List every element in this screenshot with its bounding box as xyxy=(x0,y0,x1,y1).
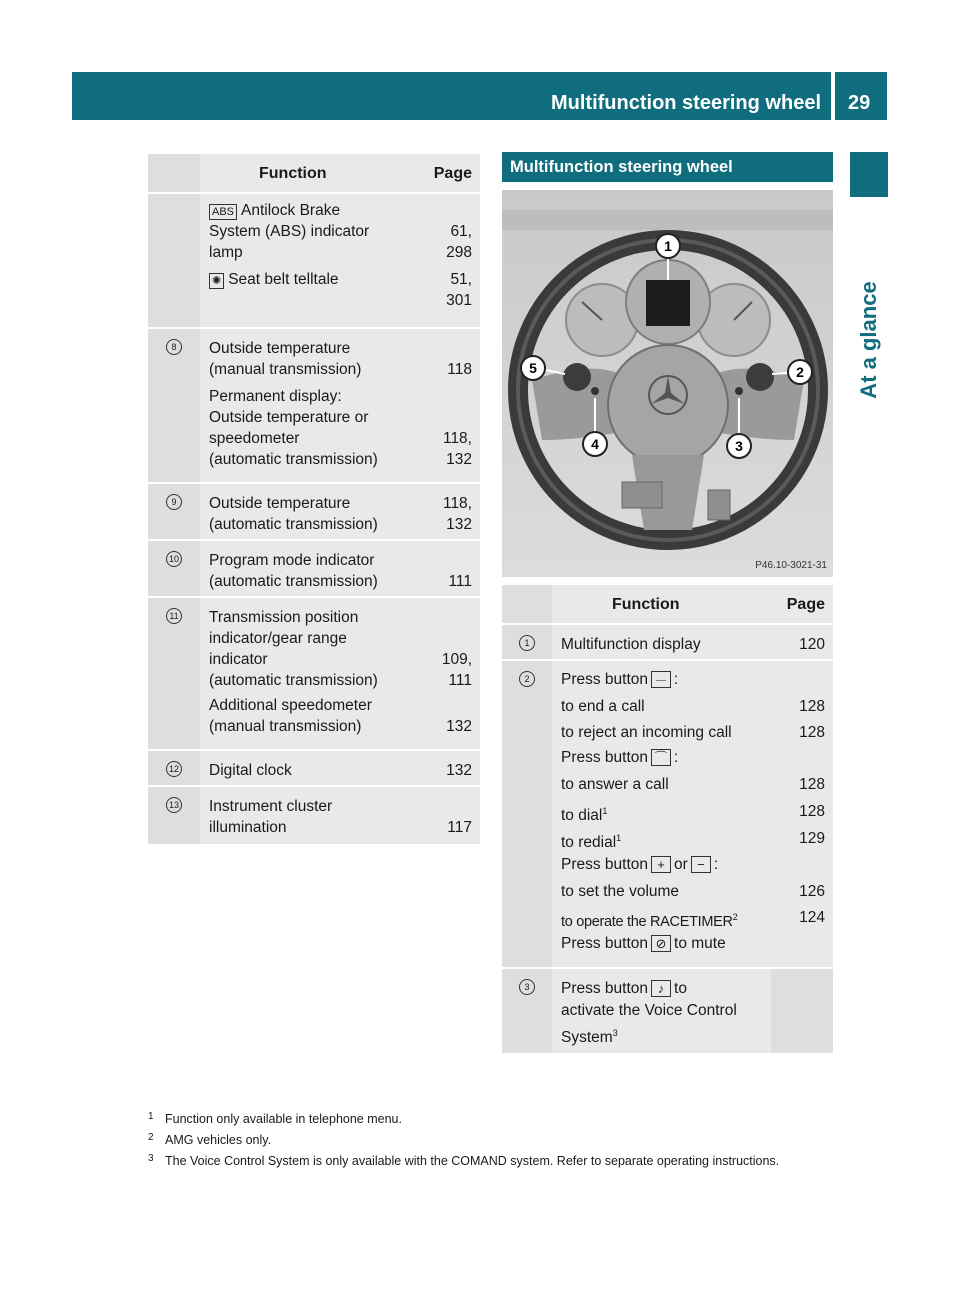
table-cell-function xyxy=(200,482,414,539)
table-cell-page xyxy=(771,933,833,967)
row-number xyxy=(502,623,552,659)
cell-page: 132 xyxy=(446,762,472,779)
table-cell-page xyxy=(771,881,833,907)
header-bar xyxy=(72,72,887,120)
answer-call-button-icon: ⌒ xyxy=(651,749,671,766)
callout-2-text: 2 xyxy=(796,364,804,380)
cell-page: 128 xyxy=(799,698,825,715)
table-cell-page xyxy=(771,907,833,933)
footnote-ref: 1 xyxy=(616,833,622,843)
table-cell-function xyxy=(552,907,771,933)
cell-line: Outside temperature xyxy=(209,495,351,512)
table-cell-page xyxy=(414,482,480,539)
table-header-function: Function xyxy=(552,585,771,623)
cell-line: (automatic transmission) xyxy=(209,672,378,689)
callout-3-icon: 3 xyxy=(519,979,535,995)
table-cell-function xyxy=(200,749,414,785)
cell-line: Multifunction display xyxy=(561,636,701,653)
callout-10-icon: 10 xyxy=(166,551,182,567)
cell-line: (manual transmission) xyxy=(209,361,362,378)
table-cell-page xyxy=(414,263,480,327)
footnote-number: 1 xyxy=(148,1111,154,1122)
cell-mid: or xyxy=(674,856,688,873)
table-cell-page xyxy=(771,722,833,747)
cell-line: Outside temperature or xyxy=(209,409,369,426)
callout-5-text: 5 xyxy=(529,360,537,376)
footnote-text: The Voice Control System is only available with the COMAND system. Refer to separate operating instructions. xyxy=(165,1154,780,1168)
cell-line: Antilock Brake xyxy=(241,202,341,219)
cell-suffix: : xyxy=(713,856,719,873)
callout-1-badge xyxy=(656,234,680,258)
cell-line: Permanent display: xyxy=(209,388,342,405)
figure-code: P46.10-3021-31 xyxy=(755,560,827,571)
cell-line: System xyxy=(561,1028,613,1046)
callout-12-icon: 12 xyxy=(166,761,182,777)
row-number xyxy=(502,659,552,967)
row-number xyxy=(148,327,200,482)
table-cell-page xyxy=(771,623,833,659)
callout-11-icon: 11 xyxy=(166,608,182,624)
volume-down-button-icon: − xyxy=(691,856,711,873)
table-cell-page xyxy=(771,854,833,881)
callout-5-badge xyxy=(521,356,545,380)
callout-2-badge xyxy=(788,360,812,384)
cell-line: to reject an incoming call xyxy=(561,724,732,741)
header-title: Multifunction steering wheel xyxy=(550,92,821,114)
section-heading xyxy=(502,152,833,182)
table-cell-function xyxy=(552,659,771,693)
table-header-page: Page xyxy=(414,154,480,192)
footnote-text: Function only available in telephone menu. xyxy=(165,1112,402,1126)
cell-line: illumination xyxy=(209,819,287,836)
cell-line: Press button xyxy=(561,856,649,873)
cell-page: 128 xyxy=(799,803,825,820)
cell-page: 118, xyxy=(442,495,472,512)
cell-suffix: : xyxy=(674,671,679,688)
cell-page: 132 xyxy=(446,451,472,468)
abs-icon: ABS xyxy=(209,204,237,220)
table-cell-function xyxy=(552,693,771,722)
cell-suffix: : xyxy=(674,749,679,766)
cell-line: (automatic transmission) xyxy=(209,451,378,468)
callout-9-icon: 9 xyxy=(166,494,182,510)
cell-line: (automatic transmission) xyxy=(209,516,378,533)
cell-page: 128 xyxy=(799,776,825,793)
callout-1-icon: 1 xyxy=(519,635,535,651)
table-cell-page xyxy=(771,828,833,854)
table-cell-function xyxy=(552,933,771,967)
section-title: Multifunction steering wheel xyxy=(510,158,733,176)
footnote-ref: 1 xyxy=(602,806,608,816)
footnote-item xyxy=(148,1153,805,1170)
volume-up-button-icon: + xyxy=(651,856,671,873)
seatbelt-icon: ✺ xyxy=(209,273,224,289)
cell-page: 129 xyxy=(799,830,825,847)
cell-line: Program mode indicator xyxy=(209,552,375,569)
footnote-number: 2 xyxy=(148,1132,154,1143)
table-cell-function xyxy=(552,967,771,1053)
footnote-item xyxy=(148,1111,805,1128)
cell-line: to operate the RACETIMER xyxy=(561,913,733,930)
table-header-page: Page xyxy=(771,585,833,623)
cell-line: Seat belt telltale xyxy=(228,271,339,288)
callout-8-icon: 8 xyxy=(166,339,182,355)
table-cell-function xyxy=(200,263,414,327)
cell-page: 51, xyxy=(450,271,472,288)
cell-line: speedometer xyxy=(209,430,300,447)
table-cell-function xyxy=(552,854,771,881)
cell-page: 132 xyxy=(446,718,472,735)
cell-line: to set the volume xyxy=(561,883,680,900)
callout-4-badge xyxy=(583,432,607,456)
footnote-ref: 3 xyxy=(612,1027,618,1038)
cell-line: to xyxy=(674,979,687,997)
cell-page: 118, xyxy=(442,430,472,447)
cell-line: System (ABS) indicator xyxy=(209,223,370,240)
table-cell-page xyxy=(771,801,833,828)
table-cell-function xyxy=(552,623,771,659)
cell-line: Digital clock xyxy=(209,762,292,779)
cell-page: 124 xyxy=(799,909,825,926)
cell-line: Outside temperature xyxy=(209,340,351,357)
footnote-text: AMG vehicles only. xyxy=(165,1133,272,1147)
row-number xyxy=(148,749,200,785)
side-tab-label: At a glance xyxy=(856,281,881,399)
table-cell-page xyxy=(414,192,480,263)
table-cell-function xyxy=(552,774,771,801)
cell-page: 61, xyxy=(450,223,472,240)
footnotes xyxy=(148,1111,805,1170)
table-cell-page xyxy=(771,659,833,693)
cell-line: Instrument cluster xyxy=(209,798,333,815)
table-cell-function xyxy=(200,785,414,844)
table-cell-page xyxy=(414,539,480,596)
page-number: 29 xyxy=(848,92,871,114)
end-call-button-icon: ⏤ xyxy=(651,671,671,688)
footnote-ref: 2 xyxy=(732,912,738,922)
row-number xyxy=(148,539,200,596)
cell-page: 120 xyxy=(799,636,825,653)
table-cell-page xyxy=(414,749,480,785)
callout-13-icon: 13 xyxy=(166,797,182,813)
table-cell-function xyxy=(200,596,414,691)
steering-wheel-illustration xyxy=(502,190,833,577)
cell-page: 128 xyxy=(799,724,825,741)
row-number xyxy=(502,967,552,1053)
cell-page: 118 xyxy=(447,361,472,378)
cell-page: 301 xyxy=(446,292,472,309)
cell-page: 298 xyxy=(446,244,472,261)
cell-line: (manual transmission) xyxy=(209,718,362,735)
table-cell-function xyxy=(200,192,414,263)
table-header-num xyxy=(502,585,552,623)
callout-3-text: 3 xyxy=(735,438,743,454)
cell-suffix: to mute xyxy=(674,934,726,952)
callout-3-badge xyxy=(727,434,751,458)
cell-page: 111 xyxy=(448,573,472,590)
header-divider xyxy=(831,72,835,120)
table-cell-function xyxy=(552,881,771,907)
row-number xyxy=(148,192,200,327)
cell-line: indicator/gear range xyxy=(209,630,347,647)
voice-control-button-icon: ♪ xyxy=(651,980,671,997)
cell-line: Press button xyxy=(561,934,649,952)
table-cell-function xyxy=(552,747,771,774)
cell-line: lamp xyxy=(209,244,243,261)
row-number xyxy=(148,785,200,844)
cell-line: (automatic transmission) xyxy=(209,573,378,590)
cell-line: Press button xyxy=(561,979,649,997)
callout-4-text: 4 xyxy=(591,436,599,452)
footnote-number: 3 xyxy=(148,1153,154,1164)
row-number xyxy=(148,596,200,749)
table-cell-function xyxy=(552,722,771,747)
table-cell-function xyxy=(200,691,414,749)
table-cell-page xyxy=(771,967,833,1053)
callout-1-text: 1 xyxy=(664,238,672,254)
cell-page: 132 xyxy=(446,516,472,533)
steering-wheel-photo xyxy=(502,190,833,577)
cell-line: to answer a call xyxy=(561,776,669,793)
table-cell-page xyxy=(414,785,480,844)
table-cell-function xyxy=(200,380,414,482)
cell-line: Transmission position xyxy=(209,609,359,626)
table-cell-function xyxy=(200,327,414,380)
cell-page: 111 xyxy=(448,672,472,689)
cell-page: 109, xyxy=(441,651,472,668)
table-cell-page xyxy=(771,693,833,722)
cell-page: 126 xyxy=(799,883,825,900)
table-header-num xyxy=(148,154,200,192)
cell-line: indicator xyxy=(209,651,268,668)
cell-line: Press button xyxy=(561,671,649,688)
cell-page: 117 xyxy=(447,819,472,836)
cell-line: activate the Voice Control xyxy=(561,1001,737,1019)
right-function-table xyxy=(502,585,833,1053)
cell-line: Additional speedometer xyxy=(209,697,372,714)
table-cell-page xyxy=(414,691,480,749)
table-cell-page xyxy=(414,327,480,380)
cell-line: to redial xyxy=(561,834,617,852)
table-cell-page xyxy=(771,747,833,774)
table-cell-page xyxy=(414,596,480,691)
mute-button-icon: ⊘ xyxy=(651,935,671,952)
table-cell-page xyxy=(771,774,833,801)
cell-line: to dial xyxy=(561,807,603,825)
table-cell-function xyxy=(200,539,414,596)
cell-line: to end a call xyxy=(561,698,645,715)
table-cell-function xyxy=(552,828,771,854)
row-number xyxy=(148,482,200,539)
callout-2-icon: 2 xyxy=(519,671,535,687)
footnote-item xyxy=(148,1132,805,1149)
table-cell-function xyxy=(552,801,771,828)
left-function-table xyxy=(148,154,480,844)
cell-line: Press button xyxy=(561,749,649,766)
table-cell-page xyxy=(414,380,480,482)
table-header-function: Function xyxy=(200,154,414,192)
side-tab-marker xyxy=(850,152,888,197)
